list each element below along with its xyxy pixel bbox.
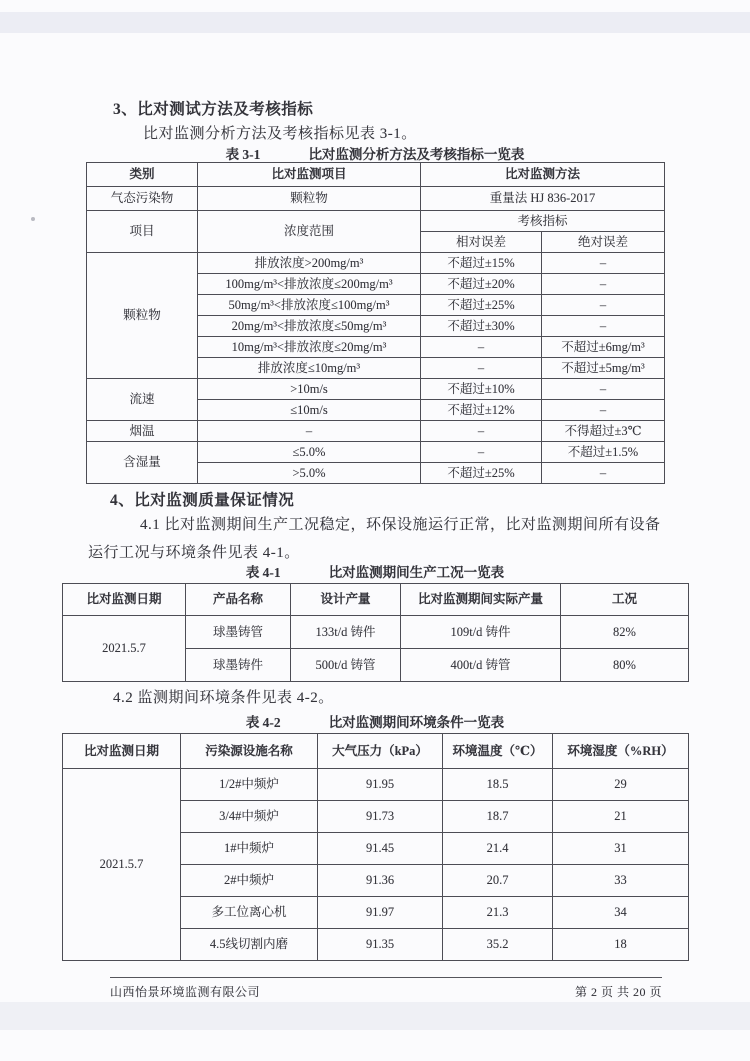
t42-humidity: 21 <box>553 801 689 833</box>
section4-heading: 4、比对监测质量保证情况 <box>110 492 295 509</box>
t42-temp: 35.2 <box>443 929 553 961</box>
t41-date: 2021.5.7 <box>63 616 186 682</box>
t31-humidity-abs: 不超过±1.5% <box>542 442 665 463</box>
t31-subhead-project: 项目 <box>87 211 198 253</box>
footer-page-number: 第 2 页 共 20 页 <box>574 985 662 999</box>
t41-actual: 109t/d 铸件 <box>401 616 561 649</box>
footer-company-name: 山西怡景环境监测有限公司 <box>110 985 261 999</box>
table31-caption-title: 比对监测分析方法及考核指标一览表 <box>308 147 525 162</box>
t42-pressure: 91.97 <box>318 897 443 929</box>
t31-subhead-relative: 相对误差 <box>421 232 542 253</box>
table41-caption-number: 表 4-1 <box>245 565 281 580</box>
t31-humidity-rel: – <box>421 442 542 463</box>
t31-pm-abs: – <box>542 295 665 316</box>
t42-pressure: 91.95 <box>318 769 443 801</box>
t41-product: 球墨铸管 <box>186 616 291 649</box>
t41-header-design: 设计产量 <box>291 584 401 616</box>
t42-temp: 21.3 <box>443 897 553 929</box>
t42-temp: 21.4 <box>443 833 553 865</box>
t31-humidity-range: >5.0% <box>198 463 421 484</box>
table-4-2 <box>62 733 689 961</box>
table42-caption-title: 比对监测期间环境条件一览表 <box>328 715 505 730</box>
t42-date: 2021.5.7 <box>63 769 181 961</box>
table-row <box>87 163 665 187</box>
t31-flow-range: ≤10m/s <box>198 400 421 421</box>
table-row <box>87 211 665 232</box>
t41-actual: 400t/d 铸管 <box>401 649 561 682</box>
t42-pressure: 91.36 <box>318 865 443 897</box>
t31-pm-abs: 不超过±5mg/m³ <box>542 358 665 379</box>
t31-pm-rel: 不超过±20% <box>421 274 542 295</box>
table-row <box>63 734 689 769</box>
t41-header-product: 产品名称 <box>186 584 291 616</box>
table41-caption <box>0 561 750 581</box>
t42-pressure: 91.35 <box>318 929 443 961</box>
t31-temp-abs: 不得超过±3℃ <box>542 421 665 442</box>
t41-product: 球墨铸件 <box>186 649 291 682</box>
scan-artifact-bottom-band <box>0 1002 750 1030</box>
t42-facility: 2#中频炉 <box>181 865 318 897</box>
t42-facility: 3/4#中频炉 <box>181 801 318 833</box>
table-3-1 <box>86 162 665 484</box>
t31-pm-rel: – <box>421 337 542 358</box>
t42-humidity: 31 <box>553 833 689 865</box>
t31-flow-abs: – <box>542 379 665 400</box>
t31-subhead-range: 浓度范围 <box>198 211 421 253</box>
t31-pm-rel: 不超过±25% <box>421 295 542 316</box>
t42-header-facility: 污染源设施名称 <box>181 734 318 769</box>
t31-pm-range: 排放浓度>200mg/m³ <box>198 253 421 274</box>
section3-heading: 3、比对测试方法及考核指标 <box>113 101 314 118</box>
t31-flow-abs: – <box>542 400 665 421</box>
t41-design: 133t/d 铸件 <box>291 616 401 649</box>
t42-header-pressure: 大气压力（kPa） <box>318 734 443 769</box>
t31-subhead-absolute: 绝对误差 <box>542 232 665 253</box>
t31-gas-category: 气态污染物 <box>87 187 198 211</box>
t31-pm-abs: – <box>542 274 665 295</box>
t31-header-method: 比对监测方法 <box>421 163 665 187</box>
table-row <box>87 421 665 442</box>
section4-para41-line2: 运行工况与环境条件见表 4-1。 <box>88 545 300 561</box>
t31-temp-rel: – <box>421 421 542 442</box>
t31-humidity-rel: 不超过±25% <box>421 463 542 484</box>
t31-flow-range: >10m/s <box>198 379 421 400</box>
table-row <box>87 379 665 400</box>
t42-facility: 多工位离心机 <box>181 897 318 929</box>
t41-header-load: 工况 <box>561 584 689 616</box>
t31-pm-rel: 不超过±30% <box>421 316 542 337</box>
table31-caption <box>0 143 750 163</box>
t42-pressure: 91.73 <box>318 801 443 833</box>
t31-pm-rel: – <box>421 358 542 379</box>
t31-flow-rel: 不超过±10% <box>421 379 542 400</box>
t41-design: 500t/d 铸管 <box>291 649 401 682</box>
table-row <box>63 616 689 649</box>
t31-pm-abs: – <box>542 253 665 274</box>
t42-facility: 1#中频炉 <box>181 833 318 865</box>
t42-header-date: 比对监测日期 <box>63 734 181 769</box>
table-row <box>63 584 689 616</box>
t31-humidity-range: ≤5.0% <box>198 442 421 463</box>
t31-humidity-abs: – <box>542 463 665 484</box>
t42-temp: 18.5 <box>443 769 553 801</box>
t31-flow-rel: 不超过±12% <box>421 400 542 421</box>
t41-load: 82% <box>561 616 689 649</box>
t42-humidity: 34 <box>553 897 689 929</box>
t42-temp: 20.7 <box>443 865 553 897</box>
t31-gas-method: 重量法 HJ 836-2017 <box>421 187 665 211</box>
t31-pm-range: 10mg/m³<排放浓度≤20mg/m³ <box>198 337 421 358</box>
t41-header-date: 比对监测日期 <box>63 584 186 616</box>
t31-flow-label: 流速 <box>87 379 198 421</box>
t31-header-category: 类别 <box>87 163 198 187</box>
t31-subhead-indicator: 考核指标 <box>421 211 665 232</box>
t42-header-humidity: 环境湿度（%RH） <box>553 734 689 769</box>
table-row <box>63 769 689 801</box>
table31-caption-number: 表 3-1 <box>225 147 261 162</box>
t42-humidity: 18 <box>553 929 689 961</box>
t42-facility: 1/2#中频炉 <box>181 769 318 801</box>
t31-pm-range: 100mg/m³<排放浓度≤200mg/m³ <box>198 274 421 295</box>
t42-header-temp: 环境温度（℃） <box>443 734 553 769</box>
t31-gas-item: 颗粒物 <box>198 187 421 211</box>
page-footer <box>110 977 662 1000</box>
t42-humidity: 29 <box>553 769 689 801</box>
table42-caption <box>0 711 750 731</box>
t42-temp: 18.7 <box>443 801 553 833</box>
section4-para41-line1: 4.1 比对监测期间生产工况稳定，环保设施运行正常，比对监测期间所有设备 <box>140 517 661 533</box>
t31-temp-label: 烟温 <box>87 421 198 442</box>
t31-temp-range: – <box>198 421 421 442</box>
t42-pressure: 91.45 <box>318 833 443 865</box>
t41-header-actual: 比对监测期间实际产量 <box>401 584 561 616</box>
scan-artifact-speck <box>31 217 35 221</box>
section3-intro: 比对监测分析方法及考核指标见表 3-1。 <box>143 126 417 142</box>
table-row <box>87 187 665 211</box>
table-row <box>87 442 665 463</box>
section4-para42: 4.2 监测期间环境条件见表 4-2。 <box>113 690 334 706</box>
table41-caption-title: 比对监测期间生产工况一览表 <box>328 565 505 580</box>
t42-facility: 4.5线切割内磨 <box>181 929 318 961</box>
table42-caption-number: 表 4-2 <box>245 715 281 730</box>
table-4-1 <box>62 583 689 682</box>
scan-artifact-top-band <box>0 12 750 33</box>
t31-pm-abs: 不超过±6mg/m³ <box>542 337 665 358</box>
t31-pm-range: 排放浓度≤10mg/m³ <box>198 358 421 379</box>
t31-pm-abs: – <box>542 316 665 337</box>
t31-pm-rel: 不超过±15% <box>421 253 542 274</box>
table-row <box>87 253 665 274</box>
t31-pm-range: 50mg/m³<排放浓度≤100mg/m³ <box>198 295 421 316</box>
t31-humidity-label: 含湿量 <box>87 442 198 484</box>
t42-humidity: 33 <box>553 865 689 897</box>
t41-load: 80% <box>561 649 689 682</box>
t31-pm-range: 20mg/m³<排放浓度≤50mg/m³ <box>198 316 421 337</box>
t31-header-item: 比对监测项目 <box>198 163 421 187</box>
t31-pm-label: 颗粒物 <box>87 253 198 379</box>
